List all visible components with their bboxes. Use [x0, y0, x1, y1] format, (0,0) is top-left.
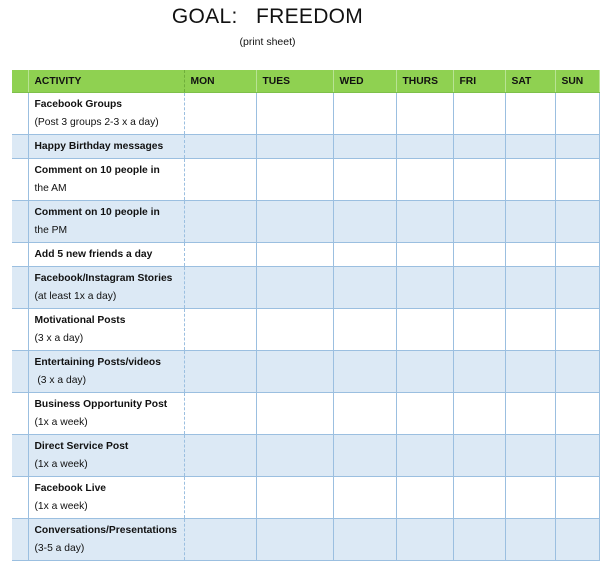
checkbox-cell-tues[interactable] [256, 201, 333, 243]
activity-name: Business Opportunity Post [34, 399, 168, 410]
checkbox-cell-mon[interactable] [184, 201, 256, 243]
checkbox-cell-fri[interactable] [453, 477, 505, 519]
checkbox-cell-sat[interactable] [505, 159, 555, 201]
checkbox-cell-thurs[interactable] [396, 519, 453, 561]
activity-detail: (3 x a day) [34, 333, 84, 344]
header-sat: SAT [505, 70, 555, 93]
checkbox-cell-mon[interactable] [184, 477, 256, 519]
activity-detail: (1x a week) [34, 501, 88, 512]
header-mon: MON [184, 70, 256, 93]
activity-cell [28, 135, 184, 159]
checkbox-cell-sun[interactable] [555, 93, 599, 135]
row-marker-cell [12, 93, 28, 135]
checkbox-cell-tues[interactable] [256, 519, 333, 561]
header-thurs: THURS [396, 70, 453, 93]
checkbox-cell-mon[interactable] [184, 243, 256, 267]
checkbox-cell-wed[interactable] [333, 243, 396, 267]
checkbox-cell-tues[interactable] [256, 351, 333, 393]
checkbox-cell-sat[interactable] [505, 93, 555, 135]
activity-rows [12, 93, 599, 561]
checkbox-cell-fri[interactable] [453, 393, 505, 435]
row-marker-cell [12, 243, 28, 267]
activity-name: Direct Service Post [34, 441, 129, 452]
activity-cell [28, 267, 184, 309]
table-row [12, 435, 599, 477]
activity-name: Motivational Posts [34, 315, 126, 326]
checkbox-cell-sun[interactable] [555, 435, 599, 477]
checkbox-cell-wed[interactable] [333, 201, 396, 243]
activity-cell [28, 243, 184, 267]
checkbox-cell-sat[interactable] [505, 435, 555, 477]
header-fri: FRI [453, 70, 505, 93]
header-row [12, 70, 599, 93]
activity-name: Entertaining Posts/videos [34, 357, 161, 368]
checkbox-cell-sat[interactable] [505, 243, 555, 267]
table-row [12, 351, 599, 393]
activity-name: Add 5 new friends a day [34, 249, 153, 260]
checkbox-cell-fri[interactable] [453, 93, 505, 135]
activity-cell [28, 351, 184, 393]
checkbox-cell-mon[interactable] [184, 351, 256, 393]
header-tues: TUES [256, 70, 333, 93]
checkbox-cell-sat[interactable] [505, 477, 555, 519]
checkbox-cell-wed[interactable] [333, 309, 396, 351]
checkbox-cell-thurs[interactable] [396, 393, 453, 435]
activity-cell [28, 93, 184, 135]
table-row [12, 93, 599, 135]
checkbox-cell-mon[interactable] [184, 135, 256, 159]
checkbox-cell-thurs[interactable] [396, 477, 453, 519]
row-marker-cell [12, 519, 28, 561]
checkbox-cell-tues[interactable] [256, 267, 333, 309]
activity-name: Facebook Groups [34, 99, 123, 110]
checkbox-cell-sun[interactable] [555, 201, 599, 243]
activity-detail: (at least 1x a day) [34, 291, 117, 302]
activity-detail: (1x a week) [34, 417, 88, 428]
activity-name: Comment on 10 people in [34, 207, 160, 218]
activity-detail: (3-5 a day) [34, 543, 85, 554]
checkbox-cell-wed[interactable] [333, 393, 396, 435]
table-row [12, 243, 599, 267]
checkbox-cell-fri[interactable] [453, 201, 505, 243]
activity-name: Conversations/Presentations [34, 525, 177, 536]
table-row [12, 201, 599, 243]
header-marker-cell [12, 70, 28, 93]
table-row [12, 135, 599, 159]
activity-cell [28, 201, 184, 243]
checkbox-cell-sat[interactable] [505, 135, 555, 159]
table-row [12, 267, 599, 309]
checkbox-cell-wed[interactable] [333, 435, 396, 477]
checkbox-cell-mon[interactable] [184, 267, 256, 309]
activity-detail: the AM [34, 183, 67, 194]
checkbox-cell-thurs[interactable] [396, 267, 453, 309]
checkbox-cell-wed[interactable] [333, 135, 396, 159]
row-marker-cell [12, 477, 28, 519]
checkbox-cell-tues[interactable] [256, 135, 333, 159]
checkbox-cell-sat[interactable] [505, 351, 555, 393]
checkbox-cell-fri[interactable] [453, 309, 505, 351]
checkbox-cell-tues[interactable] [256, 435, 333, 477]
table-row [12, 393, 599, 435]
checkbox-cell-wed[interactable] [333, 477, 396, 519]
activity-name: Comment on 10 people in [34, 165, 160, 176]
checkbox-cell-tues[interactable] [256, 93, 333, 135]
row-marker-cell [12, 201, 28, 243]
activity-cell [28, 393, 184, 435]
checkbox-cell-sat[interactable] [505, 393, 555, 435]
checkbox-cell-thurs[interactable] [396, 135, 453, 159]
activity-detail: (1x a week) [34, 459, 88, 470]
activity-cell [28, 519, 184, 561]
row-marker-cell [12, 351, 28, 393]
checkbox-cell-wed[interactable] [333, 267, 396, 309]
checkbox-cell-wed[interactable] [333, 519, 396, 561]
checkbox-cell-fri[interactable] [453, 159, 505, 201]
checkbox-cell-fri[interactable] [453, 435, 505, 477]
checkbox-cell-sun[interactable] [555, 351, 599, 393]
page-title: GOAL: FREEDOM [171, 5, 364, 28]
activity-name: Facebook Live [34, 483, 107, 494]
row-marker-cell [12, 159, 28, 201]
checkbox-cell-thurs[interactable] [396, 243, 453, 267]
checkbox-cell-tues[interactable] [256, 159, 333, 201]
checkbox-cell-sun[interactable] [555, 309, 599, 351]
activity-cell [28, 159, 184, 201]
row-marker-cell [12, 267, 28, 309]
checkbox-cell-sun[interactable] [555, 159, 599, 201]
checkbox-cell-mon[interactable] [184, 435, 256, 477]
checkbox-cell-sat[interactable] [505, 201, 555, 243]
checkbox-cell-tues[interactable] [256, 477, 333, 519]
activity-cell [28, 477, 184, 519]
row-marker-cell [12, 393, 28, 435]
checkbox-cell-thurs[interactable] [396, 201, 453, 243]
checkbox-cell-fri[interactable] [453, 351, 505, 393]
checkbox-cell-thurs[interactable] [396, 93, 453, 135]
checkbox-cell-sun[interactable] [555, 267, 599, 309]
table-row [12, 477, 599, 519]
checkbox-cell-sun[interactable] [555, 135, 599, 159]
row-marker-cell [12, 309, 28, 351]
checkbox-cell-mon[interactable] [184, 309, 256, 351]
checkbox-cell-tues[interactable] [256, 243, 333, 267]
checkbox-cell-fri[interactable] [453, 267, 505, 309]
table-row [12, 309, 599, 351]
activity-cell [28, 435, 184, 477]
checkbox-cell-wed[interactable] [333, 351, 396, 393]
checkbox-cell-thurs[interactable] [396, 309, 453, 351]
header-sun: SUN [555, 70, 599, 93]
activity-cell [28, 309, 184, 351]
checkbox-cell-thurs[interactable] [396, 435, 453, 477]
checkbox-cell-mon[interactable] [184, 393, 256, 435]
checkbox-cell-mon[interactable] [184, 519, 256, 561]
checkbox-cell-sun[interactable] [555, 477, 599, 519]
page-subtitle: (print sheet) [239, 36, 296, 48]
checkbox-cell-fri[interactable] [453, 519, 505, 561]
checkbox-cell-tues[interactable] [256, 309, 333, 351]
activity-name: Facebook/Instagram Stories [34, 273, 173, 284]
row-marker-cell [12, 435, 28, 477]
activity-detail: the PM [34, 225, 68, 236]
activity-name: Happy Birthday messages [34, 141, 164, 152]
activity-detail: (Post 3 groups 2-3 x a day) [34, 117, 159, 128]
checkbox-cell-sun[interactable] [555, 243, 599, 267]
checkbox-cell-sat[interactable] [505, 267, 555, 309]
checkbox-cell-tues[interactable] [256, 393, 333, 435]
row-marker-cell [12, 135, 28, 159]
header-wed: WED [333, 70, 396, 93]
checkbox-cell-fri[interactable] [453, 135, 505, 159]
checkbox-cell-thurs[interactable] [396, 159, 453, 201]
table-row [12, 159, 599, 201]
checkbox-cell-sun[interactable] [555, 519, 599, 561]
checkbox-cell-sat[interactable] [505, 309, 555, 351]
checkbox-cell-sat[interactable] [505, 519, 555, 561]
checkbox-cell-fri[interactable] [453, 243, 505, 267]
checkbox-cell-sun[interactable] [555, 393, 599, 435]
checkbox-cell-mon[interactable] [184, 159, 256, 201]
table-row [12, 519, 599, 561]
checkbox-cell-thurs[interactable] [396, 351, 453, 393]
header-activity: ACTIVITY [28, 70, 184, 93]
checkbox-cell-mon[interactable] [184, 93, 256, 135]
activity-detail: (3 x a day) [34, 375, 87, 386]
checkbox-cell-wed[interactable] [333, 159, 396, 201]
checkbox-cell-wed[interactable] [333, 93, 396, 135]
activity-table [12, 70, 600, 561]
